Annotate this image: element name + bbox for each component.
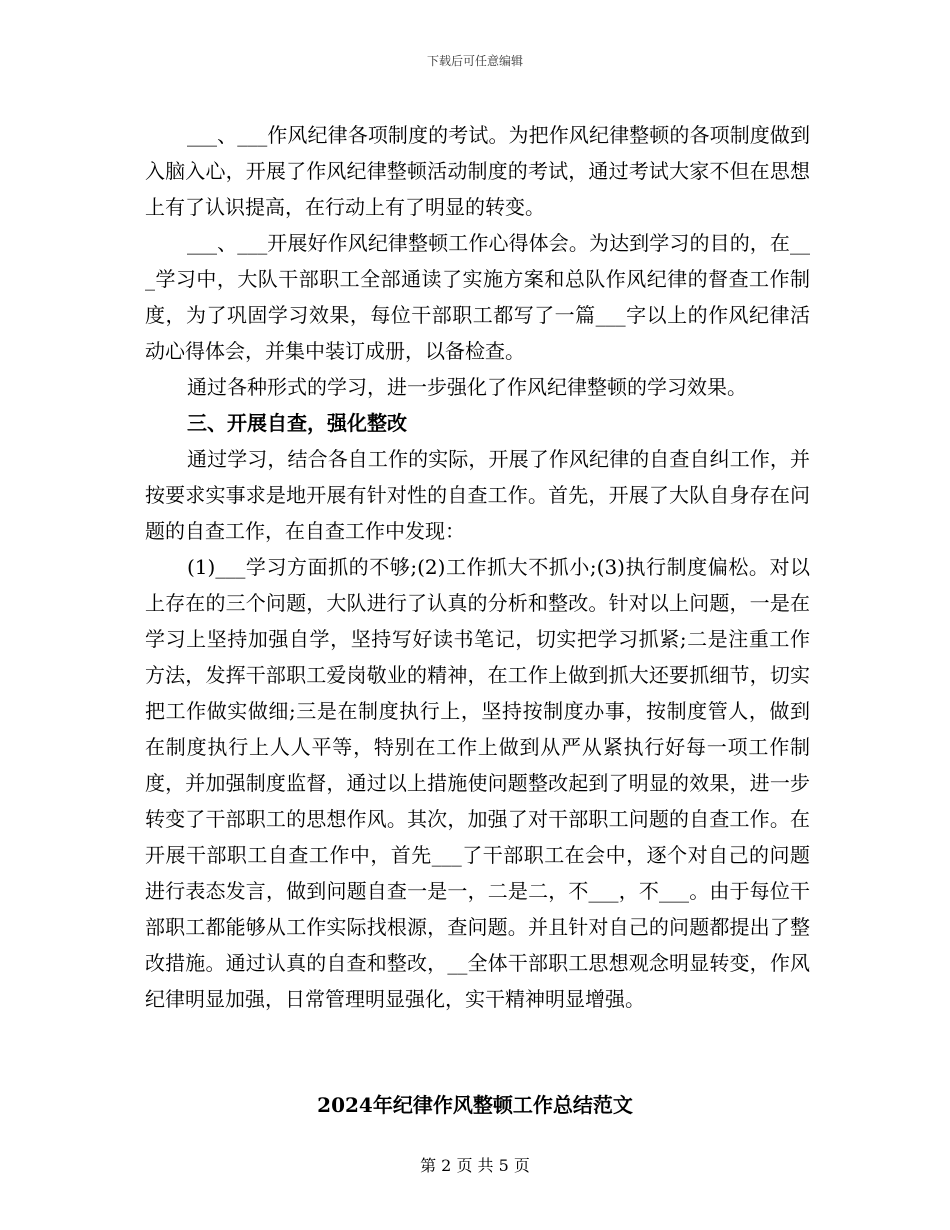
document-title: 2024年纪律作风整顿工作总结范文 — [317, 1093, 633, 1117]
paragraph-self-check: 通过学习，结合各自工作的实际，开展了作风纪律的自查自纠工作，并按要求实事求是地开展有针对性的自查工作。首先，开展了大队自身存在问题的自查工作，在自查工作中发现： — [145, 447, 810, 543]
paragraph-exam: ___、___作风纪律各项制度的考试。为把作风纪律整顿的各项制度做到入脑入心，开展了作风纪律整顿活动制度的考试，通过考试大家不但在思想上有了认识提高，在行动上有了明显的转变。 — [145, 123, 810, 219]
paragraph-reflection: ___、___开展好作风纪律整顿工作心得体会。为达到学习的目的，在___学习中，大队干部职工全部通读了实施方案和总队作风纪律的督查工作制度，为了巩固学习效果，每位干部职工都写了一篇___字以上的作风纪律活动心得体会，并集中装订成册，以备检查。 — [145, 231, 810, 363]
section-heading: 三、开展自查，强化整改 — [187, 411, 407, 435]
paragraph-issues: (1)___学习方面抓的不够;(2)工作抓大不抓小;(3)执行制度偏松。对以上存在的三个问题，大队进行了认真的分析和整改。针对以上问题，一是在学习上坚持加强自学，坚持写好读书笔记，切实把学习抓紧;二是注重工作方法，发挥干部职工爱岗敬业的精神，在工作上做到抓大还要抓细节，切实把工作做实做细;三是在制度执行上，坚持按制度办事，按制度管人，做到在制度执行上人人平等，特别在工作上做到从严从紧执行好每一项工作制度，并加强制度监督，通过以上措施使问题整改起到了明显的效果，进一步转变了干部职工的思想作风。其次，加强了对干部职工问题的自查工作。在开展干部职工自查工作中，首先___了干部职工在会中，逐个对自己的问题进行表态发言，做到问题自查一是一，二是二，不___，不___。由于每位干部职工都能够从工作实际找根源，查问题。并且针对自己的问题都提出了整改措施。通过认真的自查和整改，__全体干部职工思想观念明显转变，作风纪律明显加强，日常管理明显强化，实干精神明显增强。 — [145, 555, 810, 1011]
document-body — [145, 117, 810, 1017]
page-number: 第 2 页 共 5 页 — [420, 1156, 530, 1175]
paragraph-summary: 通过各种形式的学习，进一步强化了作风纪律整顿的学习效果。 — [187, 375, 747, 399]
page-header-note: 下载后可任意编辑 — [426, 54, 523, 68]
